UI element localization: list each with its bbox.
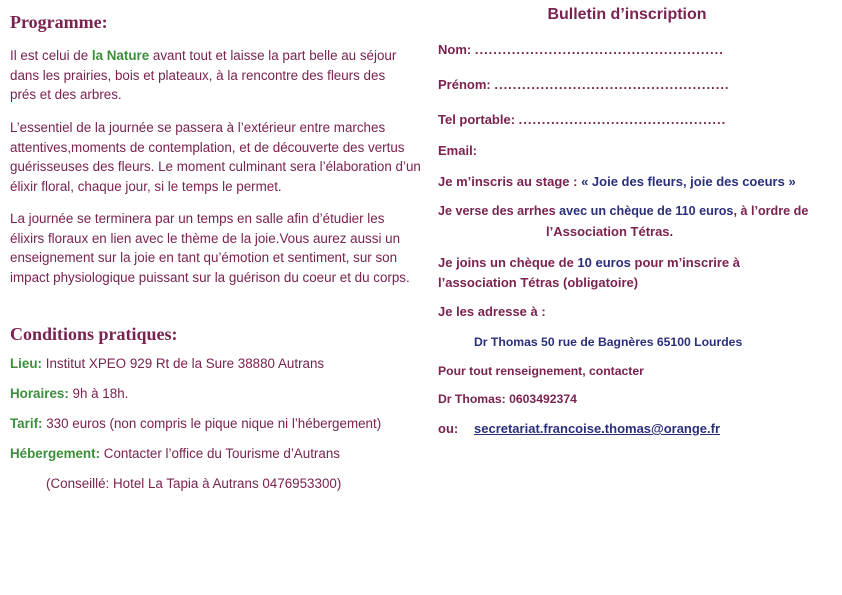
lieu-line (10, 355, 324, 373)
email-contact-line (438, 421, 720, 436)
arrhes-amount: 110 euros (675, 204, 734, 218)
prenom-field[interactable] (438, 77, 730, 92)
adresse-value: Dr Thomas 50 rue de Bagnères 65100 Lourdes (474, 335, 743, 349)
horaires-value: 9h à 18h. (68, 386, 129, 401)
arrhes-text: Je verse des arrhes (438, 204, 560, 218)
contact-phone: Dr Thomas: 0603492374 (438, 392, 577, 406)
nom-dots: ...................................................... (474, 42, 724, 57)
horaires-label: Horaires: (10, 386, 69, 401)
hebergement-value: Contacter l’office du Tourisme d’Autrans (100, 446, 340, 461)
prenom-label: Prénom: (438, 77, 495, 92)
joins-amount: 10 euros (577, 255, 631, 270)
joins-text-2: pour m’inscrire à (630, 255, 740, 270)
paragraph-text: Il est celui de (10, 48, 92, 63)
bulletin-title: Bulletin d’inscription (547, 6, 707, 23)
adresse-label: Je les adresse à : (438, 304, 546, 319)
programme-paragraph-2: L’essentiel de la journée se passera à l’extérieur entre marches attentives,moments de contemplation, et de découverte des vertus guérisseuses des fleurs. Le moment culminant sera l’élaboration d’un élixir floral, chaque jour, si le temps le permet. (10, 120, 421, 194)
paragraph-text: avant tout et laisse la part belle au séjour dans les prairies, bois et plateaux, à la rencontre des fleurs des prés et des arbres. (10, 48, 397, 103)
tarif-value: 330 euros (non compris le pique nique ni l’hébergement) (42, 416, 382, 431)
tel-field[interactable] (438, 112, 726, 127)
nom-label: Nom: (438, 42, 475, 57)
stage-text: Je m’inscris au stage : (438, 174, 582, 189)
programme-paragraph-1 (10, 46, 410, 105)
stage-name: « Joie des fleurs, joie des coeurs » (581, 174, 796, 189)
arrhes-line-2: l’Association Tétras. (546, 224, 674, 239)
lieu-value: Institut XPEO 929 Rt de la Sure 38880 Autrans (42, 356, 325, 371)
hebergement-label: Hébergement: (10, 446, 101, 461)
nature-highlight: la Nature (91, 48, 150, 63)
arrhes-line (438, 204, 808, 218)
email-field[interactable]: Email: (438, 143, 478, 158)
conditions-heading: Conditions pratiques: (10, 324, 178, 344)
conseille-line: (Conseillé: Hotel La Tapia à Autrans 0476953300) (46, 476, 342, 491)
tel-dots: ............................................. (518, 112, 727, 127)
horaires-line (10, 385, 128, 403)
joins-line-2: l’association Tétras (obligatoire) (438, 275, 639, 290)
programme-heading: Programme: (10, 12, 108, 32)
tarif-line (10, 415, 381, 433)
tarif-label: Tarif: (10, 416, 43, 431)
arrhes-text-2: avec un chèque de (559, 204, 676, 218)
stage-line (438, 174, 796, 189)
joins-line (438, 255, 740, 270)
joins-text: Je joins un chèque de (438, 255, 578, 270)
hebergement-line (10, 445, 340, 463)
email-contact-link[interactable]: secretariat.francoise.thomas@orange.fr (474, 421, 721, 436)
ou-label: ou: (438, 421, 459, 436)
renseignement-text: Pour tout renseignement, contacter (438, 364, 644, 378)
tel-label: Tel portable: (438, 112, 519, 127)
lieu-label: Lieu: (10, 356, 42, 371)
nom-field[interactable] (438, 42, 724, 57)
arrhes-text-3: , à l’ordre de (733, 204, 809, 218)
programme-paragraph-3: La journée se terminera par un temps en salle afin d’étudier les élixirs floraux en lien avec le thème de la joie.Vous aurez aussi un enseignement sur la joie en tant qu’émotion et sentiment, sur son impact physiologique puissant sur la guérison du coeur et du corps. (10, 211, 410, 285)
prenom-dots: ................................................... (494, 77, 730, 92)
